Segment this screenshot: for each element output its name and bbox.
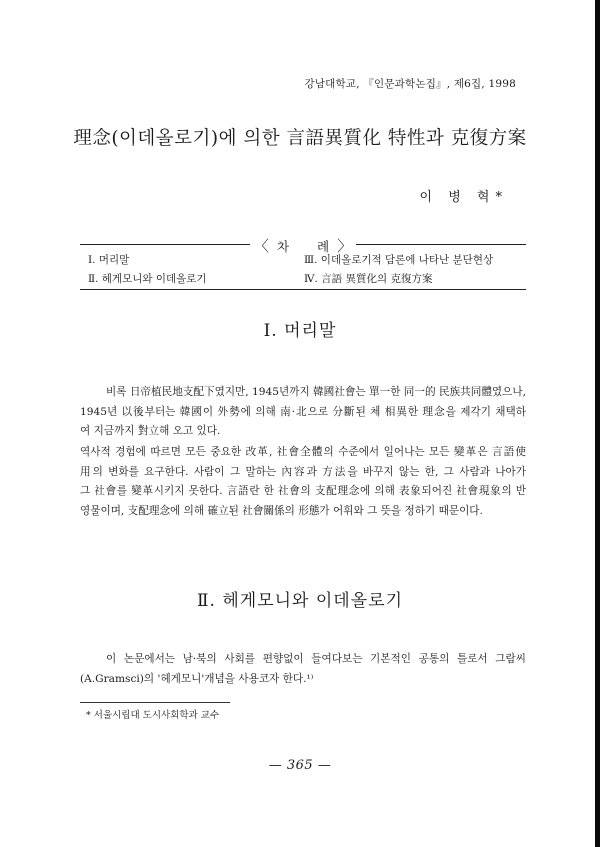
table-of-contents bbox=[80, 237, 526, 290]
paragraph-line: 영물이며, 支配理念에 의해 確立된 社會關係의 形態가 어휘와 그 뜻을 정하기 때문이다. bbox=[80, 504, 483, 517]
section-1-paragraph-1 bbox=[80, 383, 526, 442]
toc-heading-label: 차 례 bbox=[276, 238, 342, 254]
page-number: — 365 — bbox=[268, 758, 332, 773]
paragraph-line: 비록 日帝植民地支配下였지만, 1945년까지 韓國社會는 單一한 同一的 民族共同體였으나, bbox=[106, 386, 526, 398]
toc-item-1: I. 머리말 bbox=[88, 254, 130, 266]
section-1-paragraph-2 bbox=[80, 443, 526, 521]
footnote-author-affiliation: * 서울시립대 도시사회학과 교수 bbox=[86, 710, 220, 721]
section-heading-1: Ⅰ. 머리말 bbox=[263, 321, 337, 341]
toc-item-2: Ⅱ. 헤게모니와 이데올로기 bbox=[88, 273, 207, 285]
section-2-paragraph-1 bbox=[80, 650, 526, 689]
section-heading-2: Ⅱ. 헤게모니와 이데올로기 bbox=[197, 591, 403, 611]
paragraph-line: 여 지금까지 對立해 오고 있다. bbox=[80, 425, 221, 437]
toc-bracket-right: 〉 bbox=[337, 237, 353, 255]
footnote-divider bbox=[80, 702, 230, 703]
journal-info: 강남대학교, 『인문과학논집』, 제6집, 1998 bbox=[304, 78, 516, 90]
paragraph-line: (A.Gramsci)의 '헤게모니'개념을 사용코자 한다.¹⁾ bbox=[80, 672, 314, 685]
toc-item-3: Ⅲ. 이데올로기적 담론에 나타난 분단현상 bbox=[304, 254, 494, 266]
paragraph-line: 역사적 경험에 따르면 모든 중요한 改革, 社會全體의 수준에서 일어나는 모든 變革은 言語使 bbox=[80, 446, 526, 458]
paragraph-line: 그 社會를 變革시키지 못한다. 言語란 한 社會의 支配理念에 의해 表象되어진 社會現象의 반 bbox=[80, 485, 526, 497]
paper-title: 理念(이데올로기)에 의한 言語異質化 特性과 克復方案 bbox=[73, 128, 527, 149]
paragraph-line: 用의 변화를 요구한다. 사람이 그 말하는 內容과 方法을 바꾸지 않는 한, 그 사람과 나아가 bbox=[80, 465, 526, 478]
paragraph-line: 이 논문에서는 남·북의 사회를 편향없이 들여다보는 기본적인 공통의 틀로서 그람씨 bbox=[106, 653, 526, 665]
toc-bracket-left: 〈 bbox=[253, 237, 269, 255]
paper-author: 이 병 혁* bbox=[419, 190, 508, 205]
toc-item-4: Ⅳ. 言語 異質化의 克復方案 bbox=[304, 273, 433, 285]
paragraph-line: 1945년 以後부터는 韓國이 外勢에 의해 南·北으로 分斷된 체 相異한 理念을 제각기 채택하 bbox=[80, 405, 526, 418]
